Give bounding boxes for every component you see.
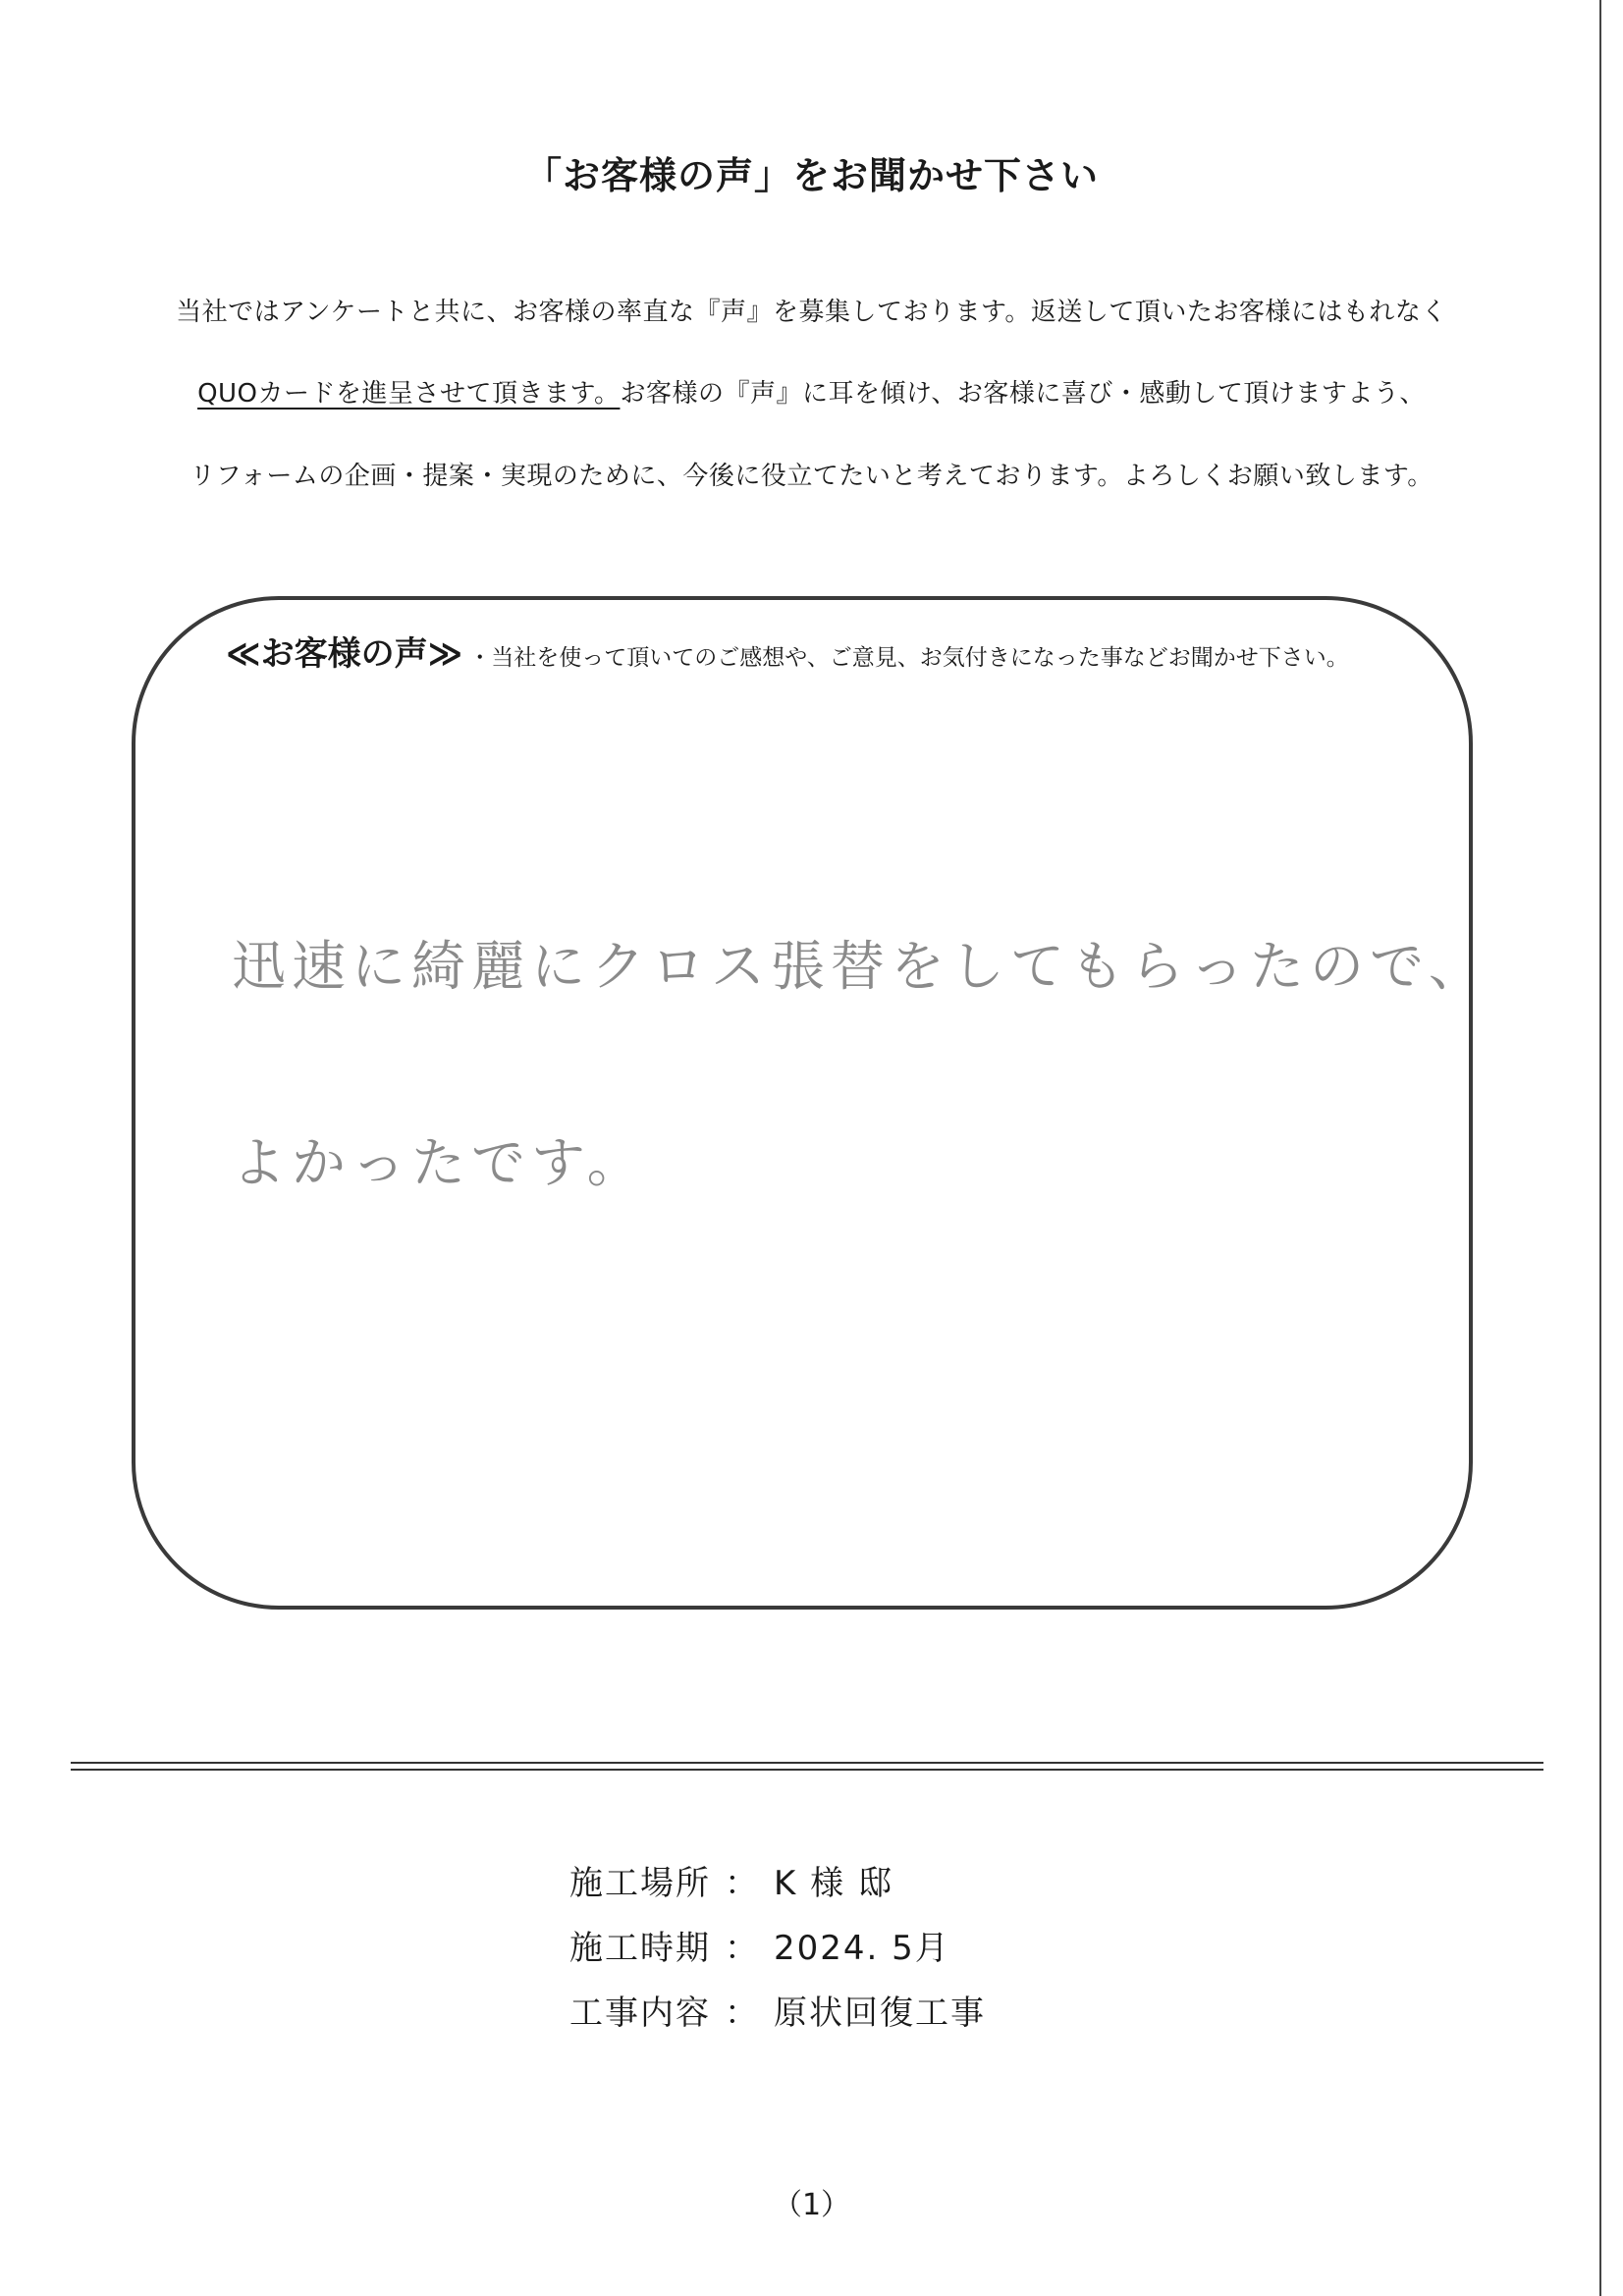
info-value: 2024. 5月: [774, 1929, 950, 1968]
page-edge-line: [1599, 0, 1601, 2296]
info-label: 施工場所: [569, 1864, 711, 1903]
intro-line-1: 当社ではアンケートと共に、お客様の率直な『声』を募集しております。返送して頂いたお客様にはもれなく: [176, 298, 1447, 327]
info-separator: ：: [725, 1994, 760, 2033]
voice-header: [226, 627, 1349, 675]
voice-label: ≪お客様の声≫: [226, 634, 463, 674]
quo-card-notice: QUOカードを進呈させて頂きます。: [197, 379, 621, 409]
handwritten-comment-line-1: 迅速に綺麗にクロス張替をしてもらったので、: [232, 935, 1488, 998]
divider-line-top: [71, 1762, 1543, 1764]
handwritten-comment-line-2: よかったです。: [232, 1131, 647, 1194]
info-value: K 様 邸: [774, 1864, 893, 1903]
info-separator: ：: [725, 1929, 760, 1968]
info-label: 施工時期: [569, 1929, 711, 1968]
customer-voice-box: [132, 596, 1473, 1610]
divider-line-bottom: [71, 1769, 1543, 1771]
intro-line-2: [0, 373, 1623, 410]
info-row-work-type: [569, 1986, 986, 2034]
intro-line-2-rest: お客様の『声』に耳を傾け、お客様に喜び・感動して頂けますよう、: [620, 379, 1426, 409]
info-row-location: [569, 1856, 893, 1904]
info-value: 原状回復工事: [774, 1994, 986, 2033]
info-separator: ：: [725, 1864, 760, 1903]
voice-prompt: ・当社を使って頂いてのご感想や、ご意見、お気付きになった事などお聞かせ下さい。: [468, 645, 1349, 671]
page-title: 「お客様の声」をお聞かせ下さい: [523, 154, 1099, 197]
info-label: 工事内容: [569, 1994, 711, 2033]
intro-line-3: リフォームの企画・提案・実現のために、今後に役立てたいと考えております。よろしくお願い致します。: [189, 462, 1434, 491]
info-row-period: [569, 1921, 950, 1969]
page-number: （1）: [772, 2188, 851, 2222]
